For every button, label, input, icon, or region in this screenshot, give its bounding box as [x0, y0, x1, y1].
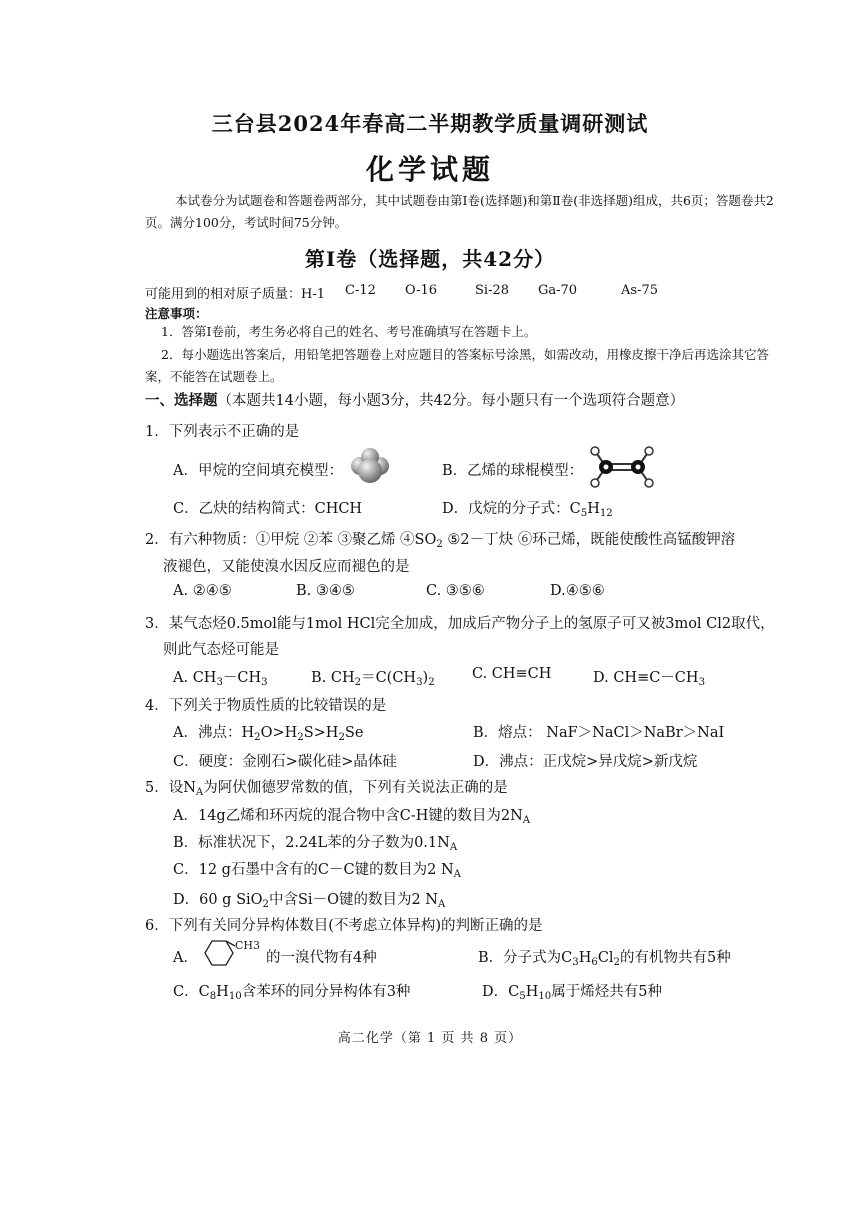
q4-opt-b: B．熔点： NaF＞NaCl＞NaBr＞NaI: [473, 725, 725, 741]
q2-stem-line1: 2．有六种物质：①甲烷 ②苯 ③聚乙烯 $④SO_2$ ⑤2－丁炔 ⑥环己烯，既能使酸性高锰酸钾溶: [145, 532, 736, 550]
q2-opt-c: C. ③⑤⑥: [426, 583, 485, 599]
q6-opt-b: B．分子式为$C_3H_6Cl_2$的有机物共有5种: [478, 950, 731, 968]
mass-h: H-1: [301, 287, 326, 302]
q1-opt-b: B．乙烯的球棍模型：: [442, 463, 584, 479]
mass-as: As-75: [621, 283, 658, 298]
mass-si: Si-28: [475, 283, 509, 298]
methane-space-filling-icon: [348, 446, 392, 484]
section-title: 第Ⅰ卷（选择题，共42分）: [304, 247, 556, 271]
methylcyclohexane-icon: [199, 936, 261, 970]
q5-opt-d: D．60 g SiO$_2$中含Si－O键的数目为2 $N_A$: [173, 892, 446, 910]
q6-opt-d: D．$C_5H_{10}$属于烯烃共有5种: [482, 984, 662, 1002]
q1-opt-d: D．戊烷的分子式：$C_5H_{12}$: [442, 501, 613, 519]
mass-ga: Ga-70: [538, 283, 578, 298]
note-2: 2．每小题选出答案后，用铅笔把答题卷上对应题目的答案标号涂黑，如需改动，用橡皮擦干净后再选涂其它答案，不能答在试题卷上。: [145, 347, 769, 384]
q3-opt-a: A. $CH_3-CH_3$: [173, 670, 268, 688]
subject-title: 化学试题: [365, 153, 494, 186]
q5-opt-a: A．14g乙烯和环丙烷的混合物中含C-H键的数目为$2N_A$: [173, 808, 531, 826]
q4-opt-d: D．沸点：正戊烷>异戊烷>新戊烷: [473, 754, 698, 770]
q2-opt-d: D.④⑤⑥: [550, 583, 605, 599]
notes-title: 注意事项：: [145, 306, 208, 321]
ring-substituent-label: CH3: [235, 939, 261, 952]
mass-o: O-16: [405, 283, 438, 298]
q2-opt-b: B. ③④⑤: [296, 583, 355, 599]
q4-opt-a: A．沸点：$H_2O>H_2S>H_2Se$: [173, 725, 364, 743]
q1-opt-c: C．乙炔的结构简式：CHCH: [173, 501, 363, 517]
part-desc: （本题共14小题，每小题3分，共42分。每小题只有一个选项符合题意）: [217, 393, 685, 409]
part-label: 一、选择题: [145, 392, 218, 409]
q3-opt-c: C. CH≡CH: [472, 666, 552, 682]
exam-title: 三台县2024年春高二半期教学质量调研测试: [211, 111, 649, 136]
atomic-mass-row: [145, 283, 325, 302]
mass-c: C-12: [345, 283, 376, 298]
q5-opt-c: C．12 g石墨中含有的C－C键的数目为2 $N_A$: [173, 862, 461, 880]
q6-opt-a: A．: [173, 950, 198, 966]
q3-opt-b: B. $CH_2=C(CH_3)_2$: [311, 670, 435, 688]
q5-opt-b: B．标准状况下，2.24L苯的分子数为$0.1N_A$: [173, 835, 458, 853]
page-footer: 高二化学（第 1 页 共 8 页）: [337, 1031, 523, 1046]
q1-opt-a: A．甲烷的空间填充模型：: [173, 463, 343, 479]
q6-opt-c: C．$C_8H_{10}$含苯环的同分异构体有3种: [173, 984, 411, 1002]
part-heading: [145, 389, 684, 410]
atomic-mass-label: 可能用到的相对原子质量：: [145, 287, 302, 302]
q2-opt-a: A. ②④⑤: [173, 583, 232, 599]
q2-stem-line2: 液褪色，又能使溴水因反应而褪色的是: [163, 559, 410, 575]
q4-stem: 4．下列关于物质性质的比较错误的是: [145, 698, 387, 714]
intro-paragraph: 本试卷分为试题卷和答题卷两部分，其中试题卷由第Ⅰ卷(选择题)和第Ⅱ卷(非选择题)组成，共6页；答题卷共2页。满分100分，考试时间75分钟。: [145, 193, 774, 230]
q6-opt-a-text: 的一溴代物有4种: [266, 950, 377, 966]
q4-opt-c: C．硬度：金刚石>碳化硅>晶体硅: [173, 754, 397, 770]
q3-stem-line2: 则此气态烃可能是: [163, 642, 279, 658]
q3-opt-d: D. $CH\equiv C-CH_3$: [593, 670, 706, 688]
q6-stem: 6．下列有关同分异构体数目(不考虑立体异构)的判断正确的是: [145, 918, 543, 934]
note-1: 1．答第Ⅰ卷前，考生务必将自己的姓名、考号准确填写在答题卡上。: [161, 324, 537, 339]
q3-stem-line1: 3．某气态烃0.5mol能与1mol HCl完全加成，加成后产物分子上的氢原子可又被3mol Cl2取代，: [145, 616, 775, 632]
q1-stem: 1．下列表示不正确的是: [145, 424, 300, 440]
q5-stem: 5．设$N_A$为阿伏伽德罗常数的值，下列有关说法正确的是: [145, 780, 508, 798]
ethylene-ball-stick-icon: [588, 444, 656, 490]
